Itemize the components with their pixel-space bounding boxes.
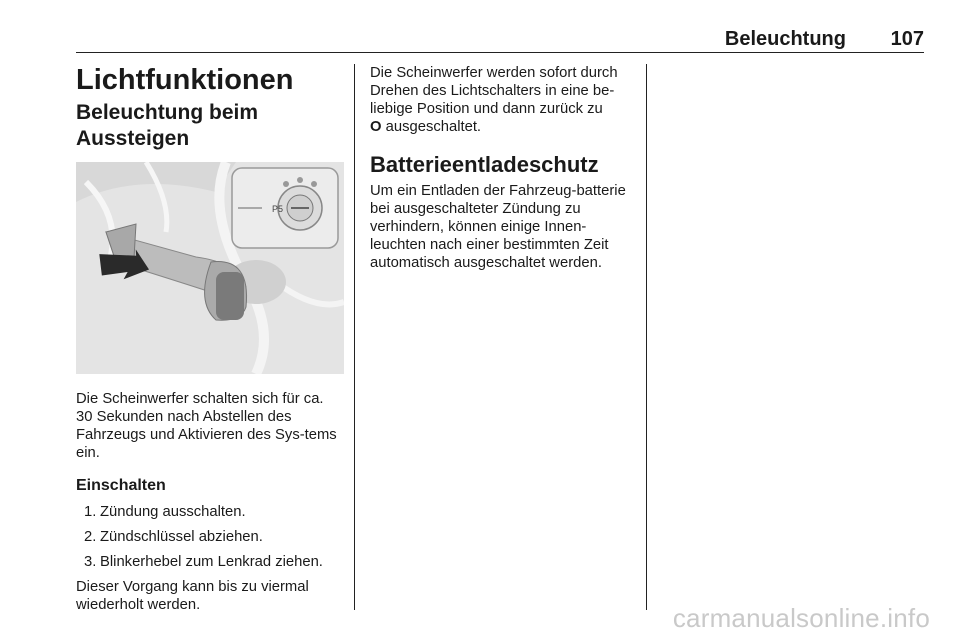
battery-section-title: Batterieentladeschutz <box>370 152 599 177</box>
switch-off-paragraph: Die Scheinwerfer werden sofort durch Drehen des Lichtschalters in eine be-liebige Position und dann zurück zu O ausgeschaltet. <box>370 65 618 135</box>
figure-label: P5 <box>272 204 284 214</box>
page-header <box>76 28 924 53</box>
steps-title: Einschalten <box>76 477 166 494</box>
position-o-symbol: O <box>370 119 382 135</box>
chapter-title: Lichtfunktionen <box>76 64 294 96</box>
intro-paragraph: Die Scheinwerfer schalten sich für ca. 30 Sekunden nach Abstellen des Fahrzeugs und Aktivieren des Sys-tems ein. <box>76 391 337 461</box>
watermark: carmanualsonline.info <box>672 603 930 633</box>
outro-paragraph: Dieser Vorgang kann bis zu viermal wiederholt werden. <box>76 579 309 613</box>
section-title: Beleuchtung beim Aussteigen <box>76 101 259 150</box>
left-column <box>76 64 344 614</box>
column-divider-left <box>354 64 355 610</box>
battery-paragraph: Um ein Entladen der Fahrzeug-batterie bei ausgeschalteter Zündung zu verhindern, können einige Innen-leuchten nach einer bestimmten Zeit automatisch ausgeschaltet werden. <box>370 183 626 271</box>
list-item: 1. Zündung ausschalten. <box>84 504 246 520</box>
section-name: Beleuchtung <box>724 28 846 50</box>
lever-illustration <box>76 162 344 374</box>
steps-list <box>76 503 344 571</box>
list-item: 3. Blinkerhebel zum Lenkrad ziehen. <box>84 554 323 570</box>
column-divider-right <box>646 64 647 610</box>
list-item: 2. Zündschlüssel abziehen. <box>84 529 263 545</box>
page-number: 107 <box>890 28 924 50</box>
lever-illustration-svg <box>76 162 344 374</box>
right-column <box>370 64 632 272</box>
